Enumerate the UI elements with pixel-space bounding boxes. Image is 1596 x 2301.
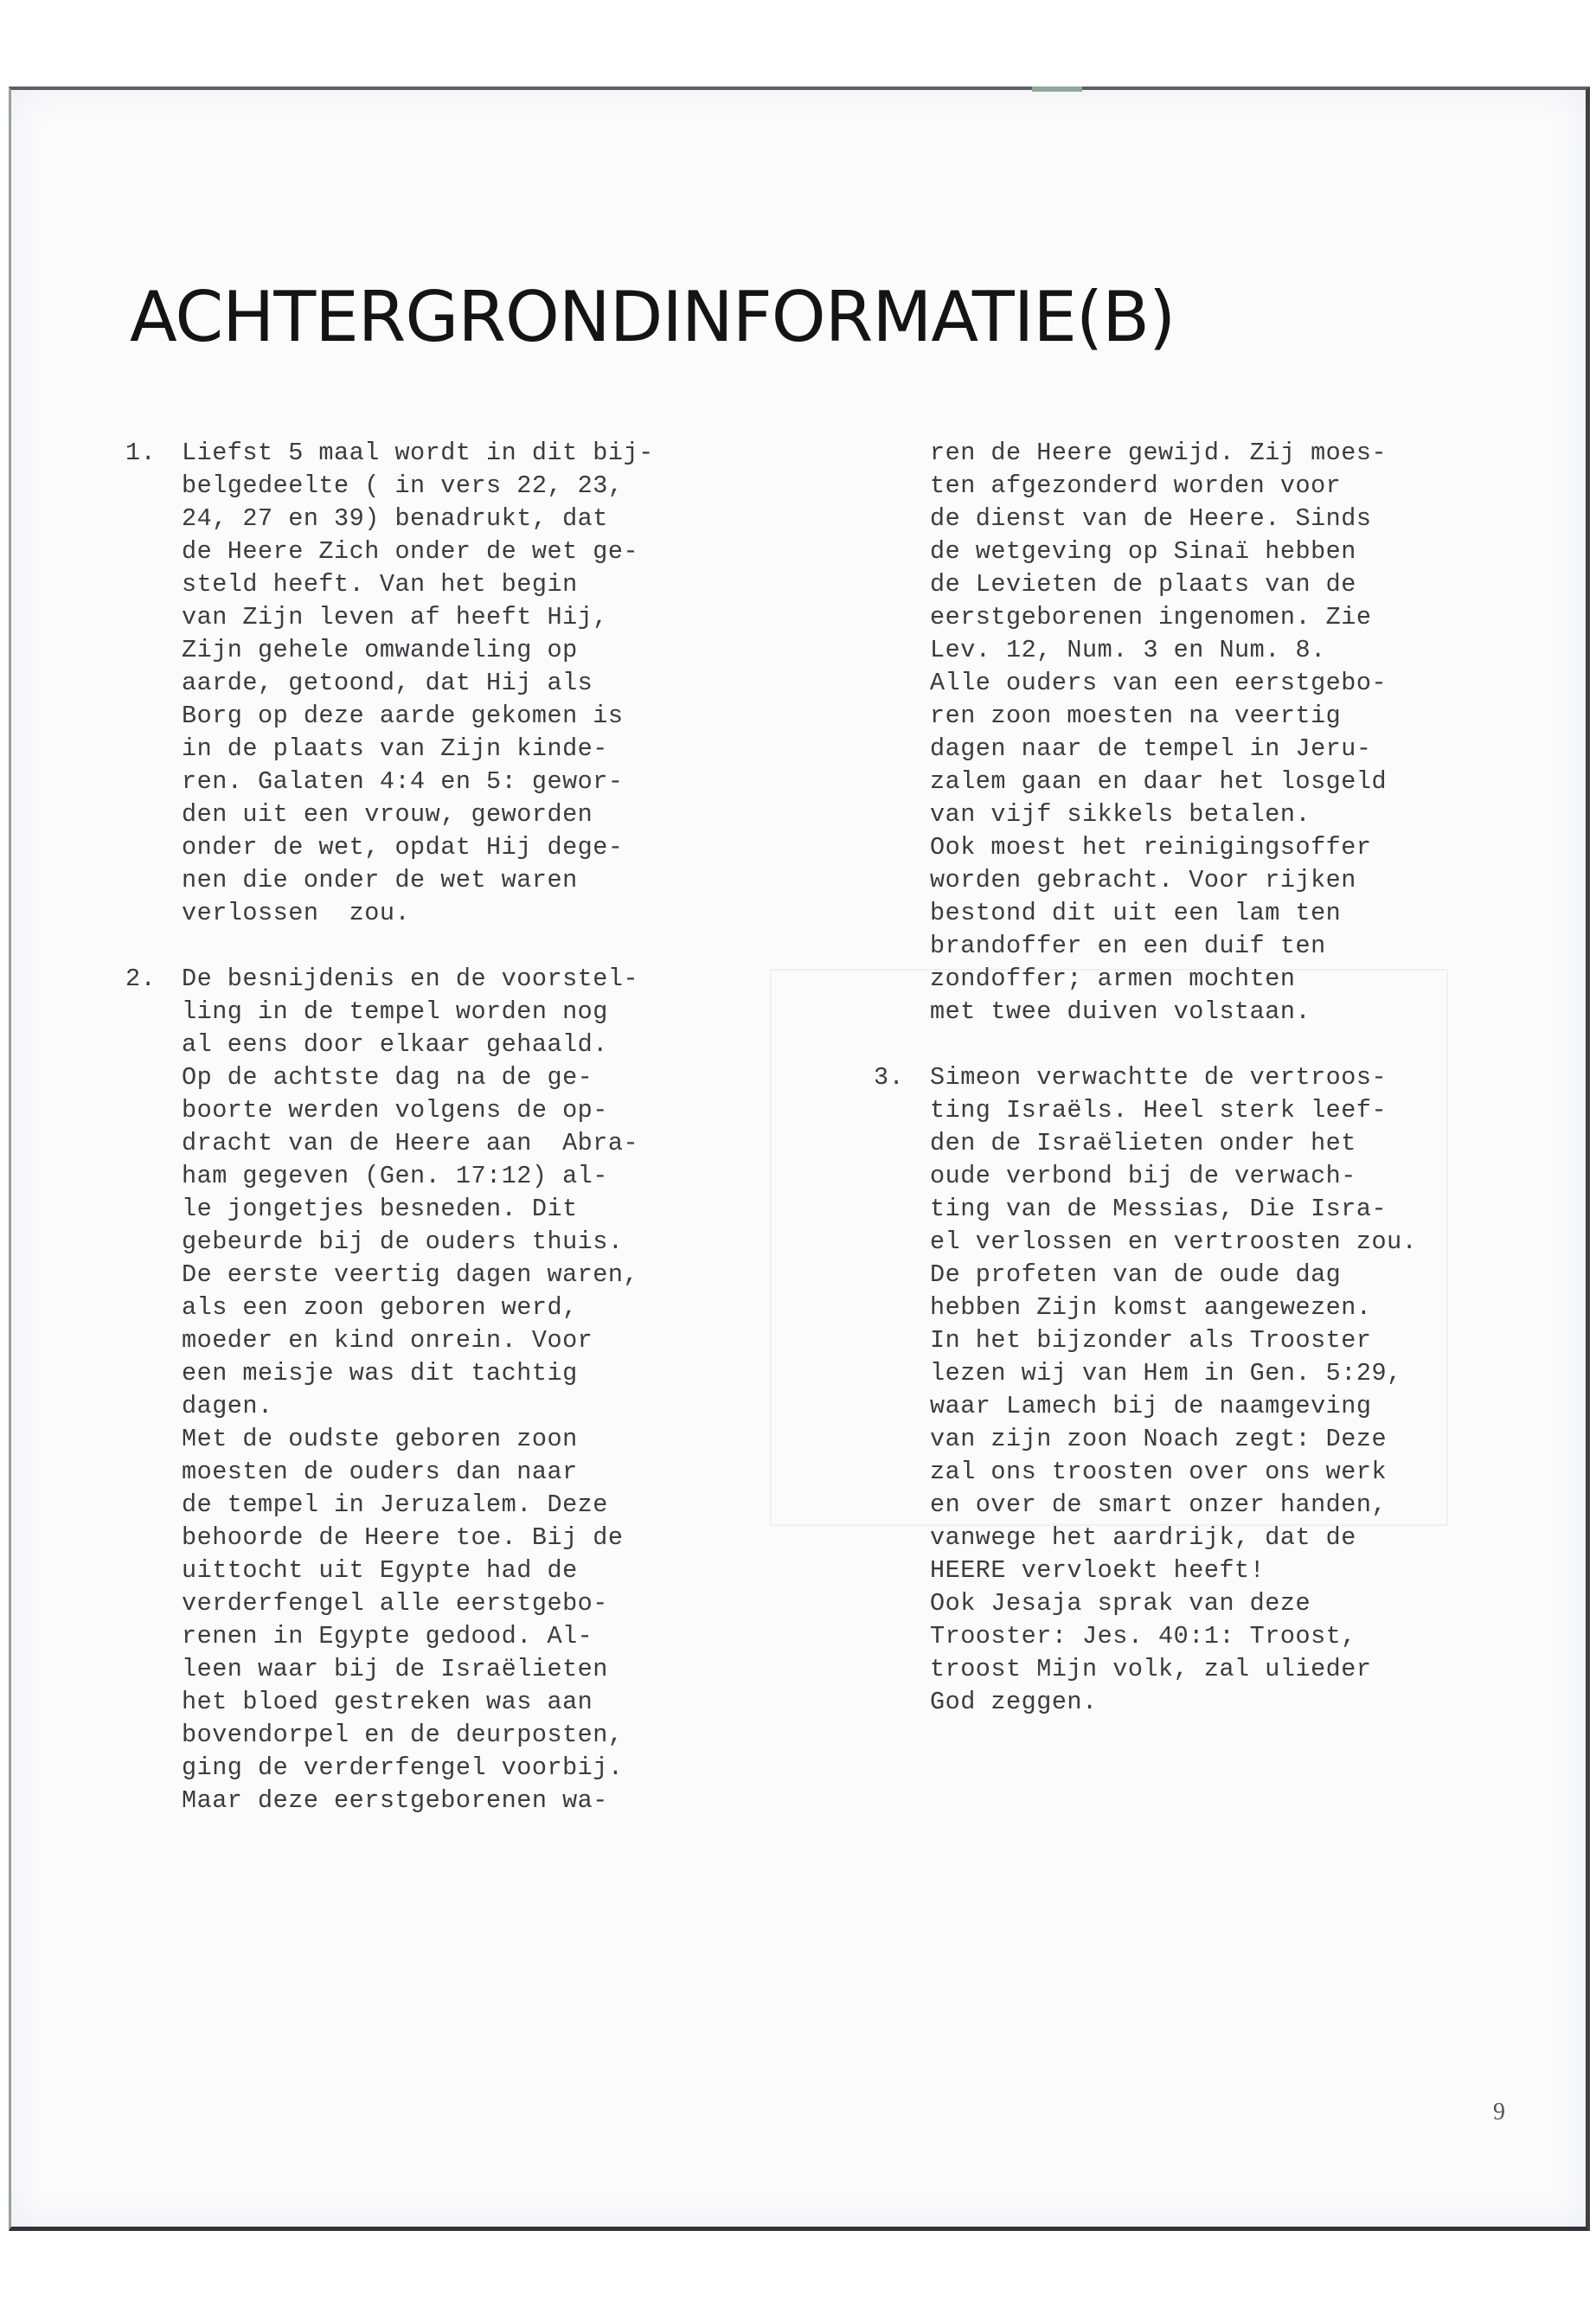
binding-tab-mark: [1032, 87, 1082, 92]
text-line: zalem gaan en daar het losgeld: [930, 767, 1388, 796]
text-line: ren. Galaten 4:4 en 5: gewor-: [182, 767, 624, 796]
text-line: een meisje was dit tachtig: [182, 1359, 578, 1388]
text-line: gebeurde bij de ouders thuis.: [182, 1227, 624, 1256]
text-line: oude verbond bij de verwach-: [930, 1162, 1356, 1190]
text-line: troost Mijn volk, zal ulieder: [930, 1655, 1372, 1683]
text-line: Zijn gehele omwandeling op: [182, 636, 578, 664]
text-line: Met de oudste geboren zoon: [182, 1425, 578, 1453]
text-line: ham gegeven (Gen. 17:12) al-: [182, 1162, 608, 1190]
text-line: ting Israëls. Heel sterk leef-: [930, 1096, 1388, 1125]
text-line: Ook Jesaja sprak van deze: [930, 1589, 1311, 1618]
text-line: God zeggen.: [930, 1688, 1098, 1716]
text-line: bovendorpel en de deurposten,: [182, 1721, 624, 1749]
page-number: 9: [1493, 2099, 1505, 2125]
text-line: De profeten van de oude dag: [930, 1260, 1342, 1289]
text-line: verlossen zou.: [182, 899, 411, 927]
text-line: vanwege het aardrijk, dat de: [930, 1523, 1356, 1552]
text-line: zal ons troosten over ons werk: [930, 1458, 1388, 1486]
text-line: de wetgeving op Sinaï hebben: [930, 537, 1356, 566]
item-text: [930, 437, 1557, 1029]
text-line: Maar deze eerstgeborenen wa-: [182, 1786, 608, 1815]
text-line: Alle ouders van een eerstgebo-: [930, 669, 1388, 697]
text-line: de tempel in Jeruzalem. Deze: [182, 1490, 608, 1519]
text-line: In het bijzonder als Trooster: [930, 1326, 1372, 1355]
text-line: renen in Egypte gedood. Al-: [182, 1622, 593, 1650]
item-number: 1.: [125, 439, 157, 467]
text-line: ging de verderfengel voorbij.: [182, 1753, 624, 1782]
text-line: ren de Heere gewijd. Zij moes-: [930, 439, 1388, 467]
text-line: boorte werden volgens de op-: [182, 1096, 608, 1125]
text-line: dracht van de Heere aan Abra-: [182, 1129, 639, 1157]
text-line: behoorde de Heere toe. Bij de: [182, 1523, 624, 1552]
text-line: moesten de ouders dan naar: [182, 1458, 578, 1486]
text-line: moeder en kind onrein. Voor: [182, 1326, 593, 1355]
text-line: Simeon verwachtte de vertroos-: [930, 1063, 1388, 1092]
text-line: de Heere Zich onder de wet ge-: [182, 537, 639, 566]
text-line: 24, 27 en 39) benadrukt, dat: [182, 504, 608, 533]
text-line: van Zijn leven af heeft Hij,: [182, 603, 608, 631]
text-line: van zijn zoon Noach zegt: Deze: [930, 1425, 1388, 1453]
text-line: Borg op deze aarde gekomen is: [182, 702, 624, 730]
item-number: 2.: [125, 965, 157, 993]
text-line: zondoffer; armen mochten: [930, 965, 1296, 993]
text-line: al eens door elkaar gehaald.: [182, 1030, 608, 1059]
list-item-2-continued: [874, 437, 1557, 1029]
text-line: in de plaats van Zijn kinde-: [182, 734, 608, 763]
text-line: steld heeft. Van het begin: [182, 570, 578, 599]
text-line: le jongetjes besneden. Dit: [182, 1195, 578, 1223]
list-item-3: [874, 1061, 1557, 1719]
item-text: [182, 437, 792, 930]
text-line: verderfengel alle eerstgebo-: [182, 1589, 608, 1618]
text-line: dagen.: [182, 1392, 273, 1420]
text-line: bestond dit uit een lam ten: [930, 899, 1342, 927]
list-item-1: [125, 437, 792, 930]
text-line: als een zoon geboren werd,: [182, 1293, 578, 1322]
text-line: de dienst van de Heere. Sinds: [930, 504, 1372, 533]
text-line: De besnijdenis en de voorstel-: [182, 965, 639, 993]
text-line: Ook moest het reinigingsoffer: [930, 833, 1372, 862]
left-column: [125, 437, 792, 1817]
text-line: Lev. 12, Num. 3 en Num. 8.: [930, 636, 1326, 664]
text-line: leen waar bij de Israëlieten: [182, 1655, 608, 1683]
text-line: ten afgezonderd worden voor: [930, 471, 1342, 500]
item-number: 3.: [874, 1063, 905, 1092]
text-line: Trooster: Jes. 40:1: Troost,: [930, 1622, 1356, 1650]
text-line: dagen naar de tempel in Jeru-: [930, 734, 1372, 763]
text-line: lezen wij van Hem in Gen. 5:29,: [930, 1359, 1402, 1388]
text-line: met twee duiven volstaan.: [930, 997, 1311, 1026]
text-line: eerstgeborenen ingenomen. Zie: [930, 603, 1372, 631]
text-line: worden gebracht. Voor rijken: [930, 866, 1356, 894]
text-line: aarde, getoond, dat Hij als: [182, 669, 593, 697]
text-line: Op de achtste dag na de ge-: [182, 1063, 593, 1092]
page-title: ACHTERGRONDINFORMATIE(B): [130, 277, 1176, 357]
right-column: [874, 437, 1557, 1719]
text-line: onder de wet, opdat Hij dege-: [182, 833, 624, 862]
text-line: ling in de tempel worden nog: [182, 997, 608, 1026]
text-line: de Levieten de plaats van de: [930, 570, 1356, 599]
scan-background: [0, 0, 1596, 87]
text-line: het bloed gestreken was aan: [182, 1688, 593, 1716]
item-text: [182, 963, 792, 1817]
text-line: HEERE vervloekt heeft!: [930, 1556, 1266, 1585]
text-line: ren zoon moesten na veertig: [930, 702, 1342, 730]
text-line: van vijf sikkels betalen.: [930, 800, 1311, 829]
text-line: brandoffer en een duif ten: [930, 932, 1326, 960]
text-line: hebben Zijn komst aangewezen.: [930, 1293, 1372, 1322]
item-text: [930, 1061, 1557, 1719]
text-line: el verlossen en vertroosten zou.: [930, 1227, 1418, 1256]
text-line: nen die onder de wet waren: [182, 866, 578, 894]
text-line: waar Lamech bij de naamgeving: [930, 1392, 1372, 1420]
text-line: den uit een vrouw, geworden: [182, 800, 593, 829]
text-line: belgedeelte ( in vers 22, 23,: [182, 471, 624, 500]
text-line: Liefst 5 maal wordt in dit bij-: [182, 439, 654, 467]
text-line: ting van de Messias, Die Isra-: [930, 1195, 1388, 1223]
text-line: uittocht uit Egypte had de: [182, 1556, 578, 1585]
text-line: De eerste veertig dagen waren,: [182, 1260, 639, 1289]
text-line: den de Israëlieten onder het: [930, 1129, 1356, 1157]
text-line: en over de smart onzer handen,: [930, 1490, 1388, 1519]
list-item-2: [125, 963, 792, 1817]
